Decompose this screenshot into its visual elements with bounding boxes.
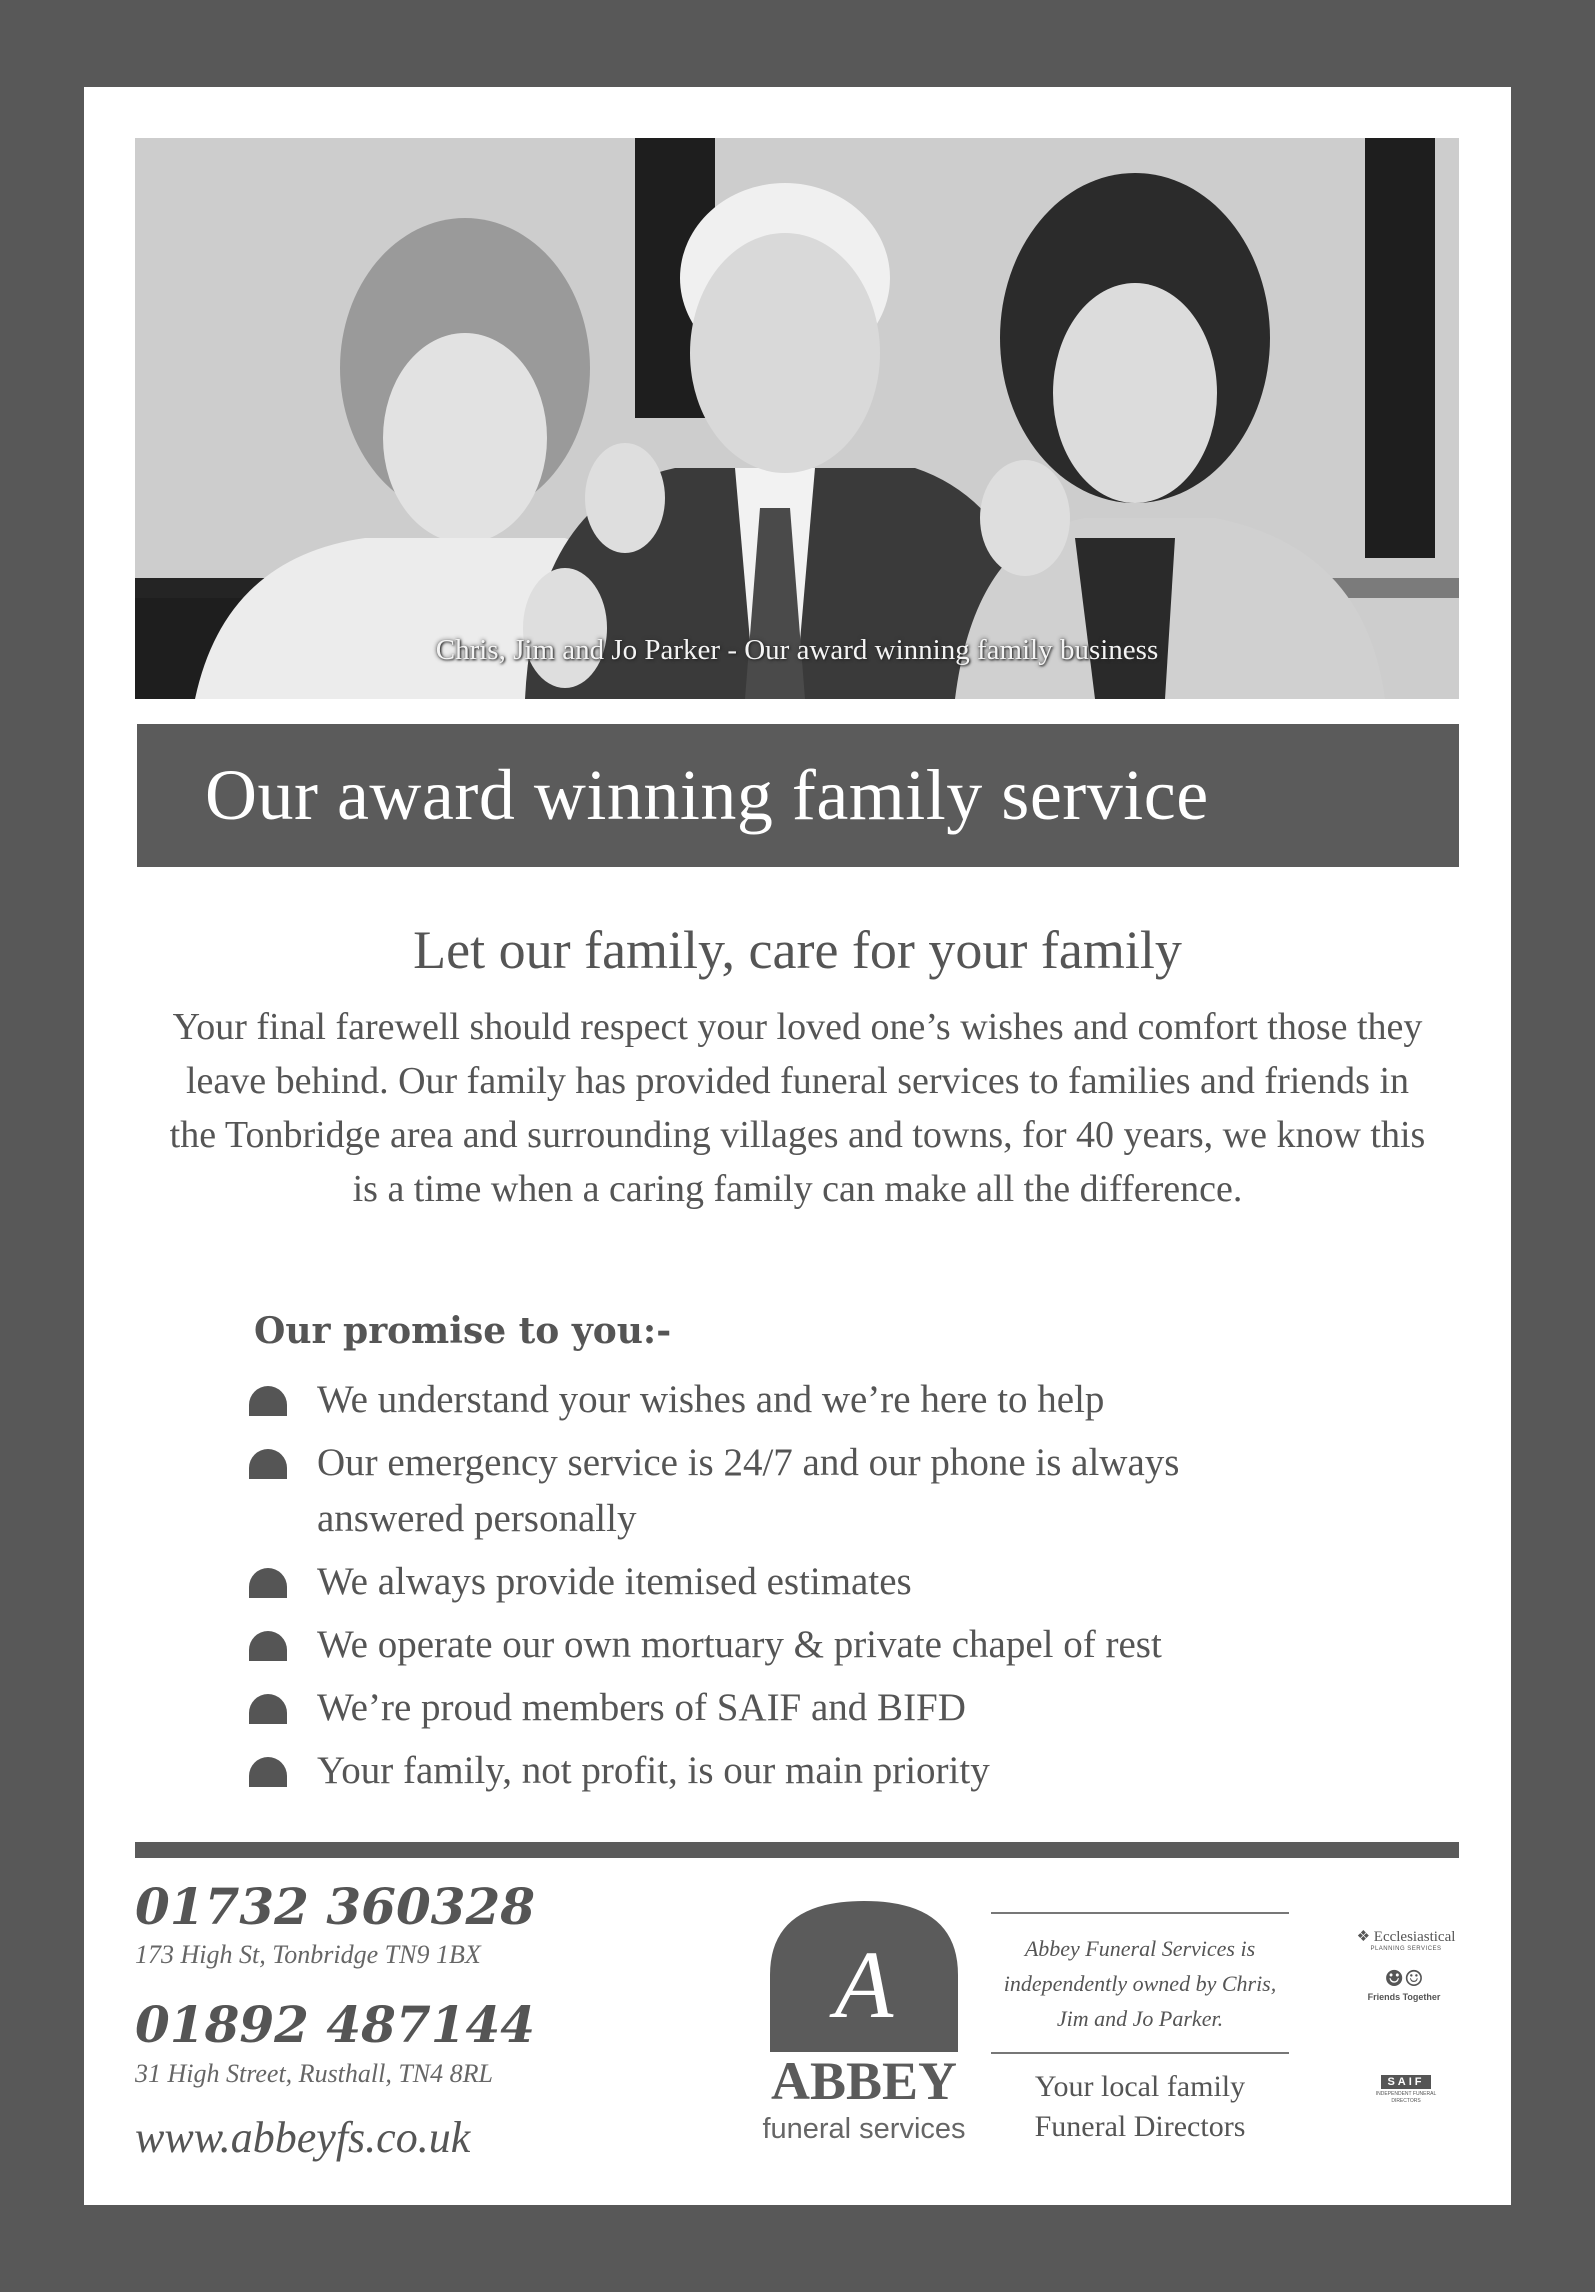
arch-bullet-icon [249,1449,287,1479]
website-link[interactable]: www.abbeyfs.co.uk [135,2113,471,2162]
saif-name: SAIF [1381,2075,1430,2089]
promise-text: Your family, not profit, is our main priority [317,1749,990,1792]
advert-page [84,87,1511,2205]
saif-sub: INDEPENDENT FUNERAL DIRECTORS [1375,2091,1437,2104]
ownership-note [991,1912,1289,2054]
address-rusthall: 31 High Street, Rusthall, TN4 8RL [135,2059,493,2088]
promise-text: We understand your wishes and we’re here to help [317,1378,1105,1421]
divider [135,1842,1459,1858]
local-directors: Your local family Funeral Directors [1034,2070,1246,2143]
promise-text: We’re proud members of SAIF and BIFD [317,1686,966,1729]
logo-name: ABBEY [770,2051,958,2111]
promise-list [249,1372,1399,1806]
logo-tagline: funeral services [762,2113,966,2145]
family-photo [135,138,1459,699]
arch-bullet-icon [249,1386,287,1416]
ownership-text: Abbey Funeral Services is independently owned by Chris, Jim and Jo Parker. [1003,1935,1277,2031]
ecclesiastical-sub: PLANNING SERVICES [1370,1946,1442,1952]
arch-bullet-icon [249,1631,287,1661]
phone-tonbridge[interactable]: 01732 360328 [135,1877,536,1936]
promise-item [249,1372,1399,1428]
promise-text: Our emergency service is 24/7 and our phone is always answered personally [317,1441,1180,1540]
saif-logo [1364,2067,1448,2133]
address-tonbridge: 173 High St, Tonbridge TN9 1BX [135,1940,481,1969]
friends-name: Friends Together [1367,1992,1441,2002]
arch-bullet-icon [249,1568,287,1598]
people-icon: ☻☺ [1384,1967,1424,1992]
promise-text: We always provide itemised estimates [317,1560,912,1603]
intro-paragraph: Your final farewell should respect your loved one’s wishes and comfort those they leave behind. Our family has provided funeral services to families and friends in the Tonbridge area and surrounding villages and towns, for 40 years, we know this is a time when a caring family can make all the difference. [169,1006,1426,1210]
family-photo-illustration [135,138,1459,699]
promise-item [249,1680,1399,1736]
promise-item [249,1554,1399,1610]
promise-item [249,1435,1217,1547]
promise-heading: Our promise to you:- [254,1310,672,1352]
promise-item [249,1617,1399,1673]
ecclesiastical-logo [1346,1927,1466,1952]
promise-text: We operate our own mortuary & private chapel of rest [317,1623,1162,1666]
photo-caption: Chris, Jim and Jo Parker - Our award winning family business [435,634,1159,666]
promise-item [249,1743,1399,1799]
friends-together-logo [1354,1967,1454,2002]
arch-bullet-icon [249,1757,287,1787]
ecclesiastical-name: Ecclesiastical [1373,1929,1456,1945]
headline-banner [137,724,1459,867]
subtitle: Let our family, care for your family [413,920,1182,980]
headline-title: Our award winning family service [205,755,1209,835]
logo-letter: A [834,1931,894,2038]
arch-bullet-icon [249,1694,287,1724]
phone-rusthall[interactable]: 01892 487144 [135,1995,536,2054]
shield-icon: ❖ [1356,1929,1371,1945]
abbey-arch-logo-icon [764,1897,964,2052]
